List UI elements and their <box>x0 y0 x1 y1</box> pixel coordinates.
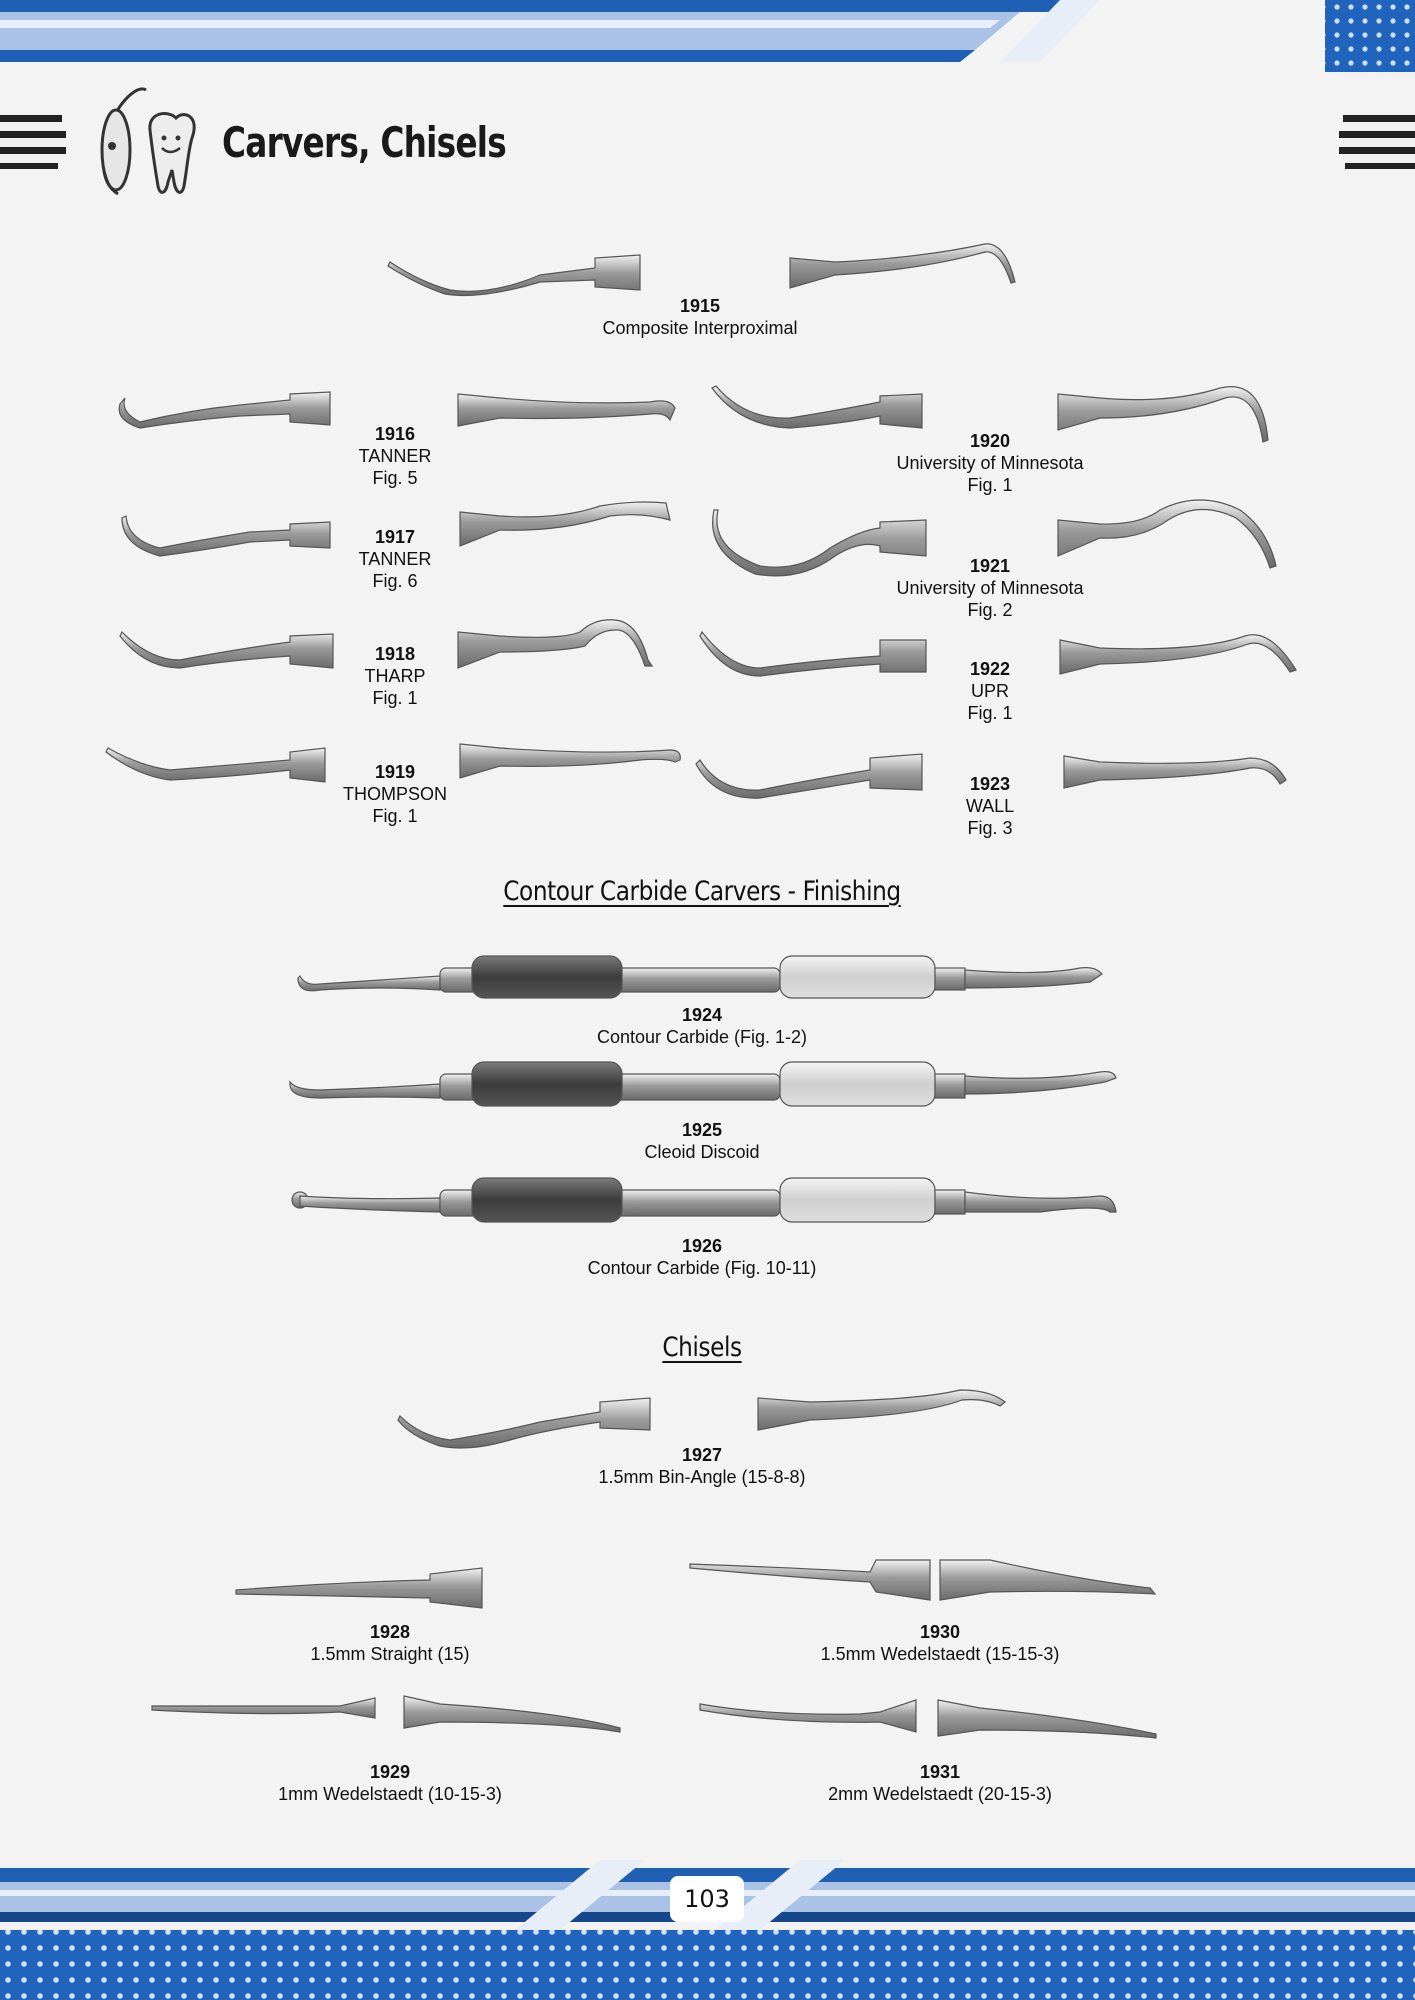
item-name: 1.5mm Straight (15) <box>310 1644 470 1664</box>
item-number: 1921 <box>969 556 1011 576</box>
item-name: Cleoid Discoid <box>644 1142 760 1162</box>
item-number: 1920 <box>969 431 1011 451</box>
item-1918 <box>315 643 475 709</box>
item-number: 1924 <box>681 1005 723 1025</box>
item-figure: Fig. 1 <box>372 806 418 826</box>
item-1931 <box>790 1761 1090 1805</box>
item-1924 <box>530 1004 874 1048</box>
item-number: 1925 <box>681 1120 723 1140</box>
item-number: 1915 <box>679 296 721 316</box>
item-1920 <box>860 430 1120 496</box>
item-number: 1926 <box>681 1236 723 1256</box>
item-1922 <box>860 658 1120 724</box>
item-number: 1927 <box>681 1445 723 1465</box>
item-name: 1.5mm Bin-Angle (15-8-8) <box>598 1467 806 1487</box>
item-name: THARP <box>364 666 426 686</box>
item-name: TANNER <box>358 549 432 569</box>
item-number: 1930 <box>919 1622 961 1642</box>
item-figure: Fig. 1 <box>967 475 1013 495</box>
item-1925 <box>530 1119 874 1163</box>
item-1928 <box>240 1621 540 1665</box>
item-1917 <box>315 526 475 592</box>
item-number: 1928 <box>369 1622 411 1642</box>
item-number: 1917 <box>374 527 416 547</box>
item-name: UPR <box>970 681 1009 701</box>
item-name: THOMPSON <box>342 784 447 804</box>
item-figure: Fig. 6 <box>372 571 418 591</box>
item-number: 1919 <box>374 762 416 782</box>
item-name: Contour Carbide (Fig. 10-11) <box>587 1258 817 1278</box>
item-name: TANNER <box>358 446 432 466</box>
item-number: 1923 <box>969 774 1011 794</box>
section-heading-chisels: Chisels <box>662 1332 742 1363</box>
item-number: 1931 <box>919 1762 961 1782</box>
section-heading-carbide: Contour Carbide Carvers - Finishing <box>503 876 901 907</box>
item-1923 <box>860 773 1120 839</box>
item-number: 1918 <box>374 644 416 664</box>
item-figure: Fig. 3 <box>967 818 1013 838</box>
item-1930 <box>790 1621 1090 1665</box>
item-name: 1mm Wedelstaedt (10-15-3) <box>278 1784 502 1804</box>
item-1916 <box>315 423 475 489</box>
page-number: 103 <box>670 1876 744 1922</box>
item-1919 <box>315 761 475 827</box>
item-figure: Fig. 1 <box>372 688 418 708</box>
item-figure: Fig. 1 <box>967 703 1013 723</box>
item-name: Composite Interproximal <box>602 318 798 338</box>
item-name: WALL <box>965 796 1015 816</box>
item-number: 1929 <box>369 1762 411 1782</box>
item-figure: Fig. 5 <box>372 468 418 488</box>
item-1915 <box>560 295 840 339</box>
item-name: Contour Carbide (Fig. 1-2) <box>596 1027 808 1047</box>
item-1927 <box>545 1444 859 1488</box>
item-figure: Fig. 2 <box>967 600 1013 620</box>
item-number: 1922 <box>969 659 1011 679</box>
item-1926 <box>530 1235 874 1279</box>
page-title: Carvers, Chisels <box>222 118 506 167</box>
item-name: 2mm Wedelstaedt (20-15-3) <box>828 1784 1052 1804</box>
item-name: 1.5mm Wedelstaedt (15-15-3) <box>820 1644 1060 1664</box>
item-name: University of Minnesota <box>896 578 1084 598</box>
item-number: 1916 <box>374 424 416 444</box>
item-name: University of Minnesota <box>896 453 1084 473</box>
item-1921 <box>860 555 1120 621</box>
item-1929 <box>240 1761 540 1805</box>
